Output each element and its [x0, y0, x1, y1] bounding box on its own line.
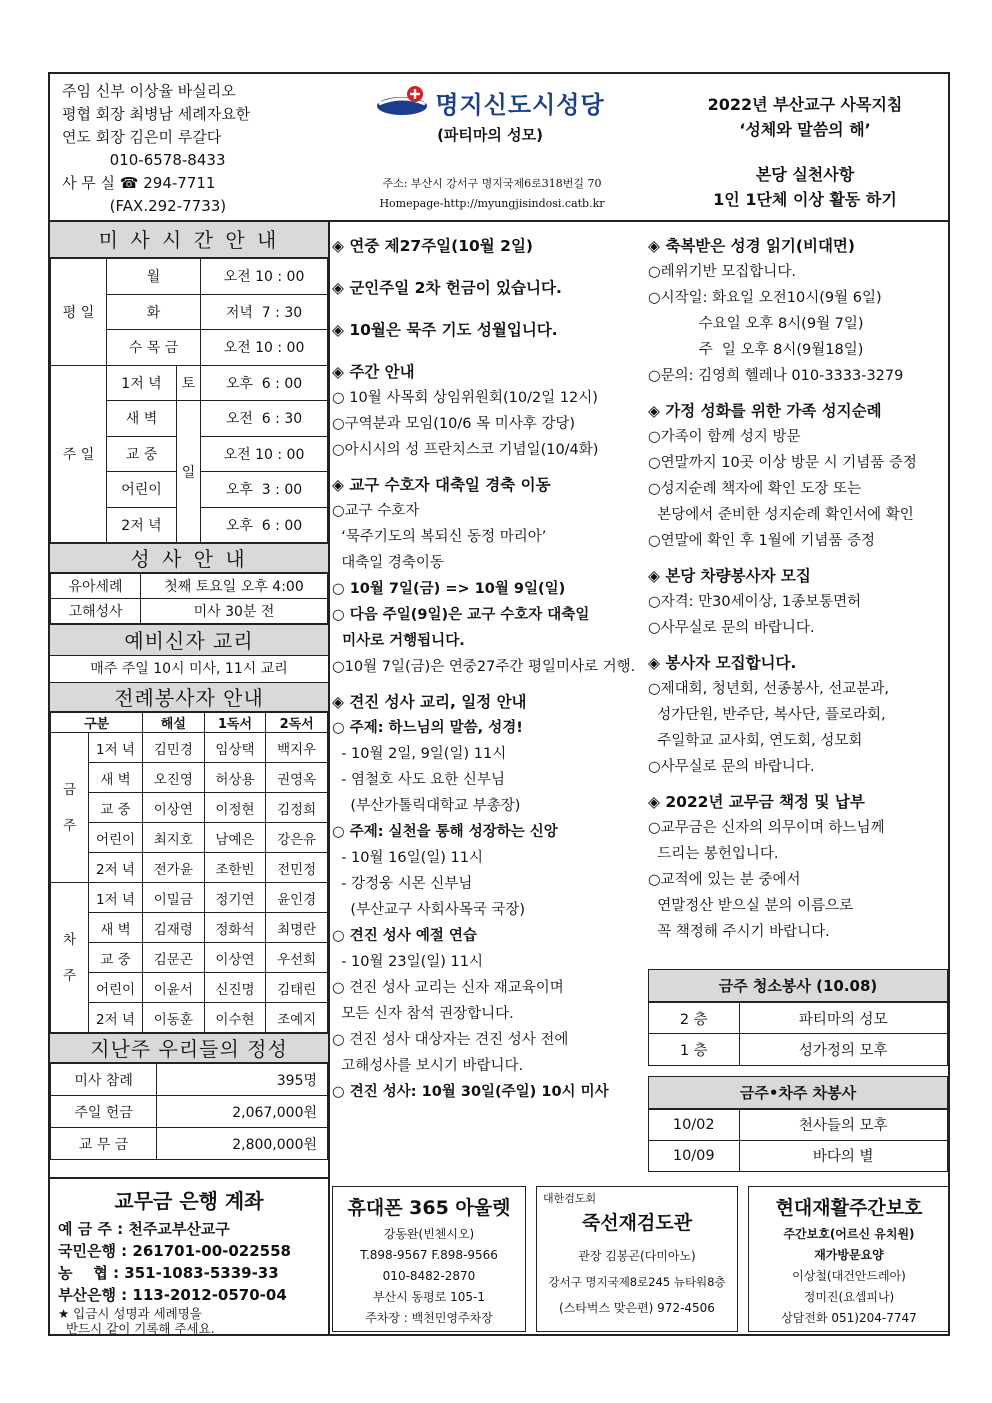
offering-value: 395명 [157, 1064, 328, 1096]
servers-table [50, 712, 328, 1033]
mass-slot: 2저 녁 [107, 507, 177, 543]
mass-time: 저녁 7 : 30 [201, 294, 328, 330]
spacer [648, 554, 948, 564]
notice-heading: ◈ 10월은 묵주 기도 성월입니다. [332, 321, 558, 339]
server-slot: 2저 녁 [89, 853, 143, 883]
notice-line: 드리는 봉헌입니다. [648, 846, 779, 862]
clergy-line: 연도 회장 김은미 루갈다 [62, 128, 222, 146]
mass-slot: 교 중 [107, 436, 177, 472]
service-date: 10/02 [649, 1109, 739, 1140]
server-name: 최지호 [143, 823, 205, 853]
motto-line: ‘성체와 말씀의 해’ [739, 120, 871, 139]
notice-line: ‘묵주기도의 복되신 동정 마리아’ [332, 529, 547, 545]
this-week-label: 금 주 [51, 733, 89, 883]
mass-day: 수 목 금 [107, 330, 201, 366]
server-name: 강은유 [266, 823, 328, 853]
mass-time: 오전 6 : 30 [201, 401, 328, 437]
notice-line: ○교적에 있는 분 중에서 [648, 872, 801, 888]
server-name: 이상연 [143, 793, 205, 823]
pastoral-motto [660, 92, 950, 212]
car-service-table [649, 1109, 947, 1172]
notice-line: ○문의: 김영희 헬레나 010-3333-3279 [648, 368, 904, 384]
bank-account-box [50, 1177, 328, 1336]
notice-line: 꼭 책정해 주시기 바랍니다. [648, 924, 830, 940]
server-name: 김재령 [143, 913, 205, 943]
bank-row: 농 협 : 351-1083-5339-33 [58, 1264, 279, 1282]
spacer [648, 780, 948, 790]
server-name: 전가윤 [143, 853, 205, 883]
notice-line: ○교구 수호자 [332, 503, 420, 519]
saturday-label: 토 [177, 365, 201, 401]
server-slot: 교 중 [89, 943, 143, 973]
servers-head: 구분 [51, 713, 143, 733]
spacer [332, 1105, 632, 1115]
notice-line: 주 일 오후 8시(9월18일) [648, 342, 864, 358]
server-name: 김민경 [143, 733, 205, 763]
notice-line: ○ 주제: 하느님의 말씀, 성경! [332, 720, 523, 736]
sacrament-title: 성 사 안 내 [50, 543, 328, 573]
ad-line: 정미진(요셉피나) [803, 1290, 895, 1304]
offering-value: 2,800,000원 [157, 1128, 328, 1160]
spacer [332, 680, 632, 690]
ad-line: 주차장 : 백천민영주차장 [365, 1311, 493, 1325]
server-slot: 어린이 [89, 823, 143, 853]
notice-line: ○연말에 확인 후 1월에 기념품 증정 [648, 533, 876, 549]
servers-head: 1독서 [204, 713, 266, 733]
notice-line: - 10월 23일(일) 11시 [332, 954, 483, 970]
ad-title: 현대재활주간보호 [775, 1197, 923, 1219]
middle-column [332, 234, 636, 1115]
mass-time: 오후 6 : 00 [201, 365, 328, 401]
server-name: 조예지 [266, 1003, 328, 1033]
server-name: 이수현 [204, 1003, 266, 1033]
server-slot: 새 벽 [89, 763, 143, 793]
server-name: 윤인경 [266, 883, 328, 913]
offering-label: 미사 참례 [51, 1064, 157, 1096]
notice-line: ○제대회, 청년회, 선종봉사, 선교분과, [648, 681, 890, 697]
server-name: 김태린 [266, 973, 328, 1003]
motto-line: 2022년 부산교구 사목지침 [707, 95, 903, 114]
bank-title: 교무금 은행 계좌 [114, 1189, 264, 1213]
offering-table [50, 1063, 328, 1160]
cleaning-group: 성가정의 모후 [739, 1034, 947, 1065]
bank-row: 국민은행 : 261701-00-022558 [58, 1242, 291, 1260]
notice-line: ○가족이 함께 성지 방문 [648, 429, 801, 445]
mass-slot: 1저 녁 [107, 365, 177, 401]
notice-heading: ◈ 군인주일 2차 헌금이 있습니다. [332, 279, 562, 297]
sacrament-time: 미사 30분 전 [141, 599, 328, 624]
clergy-line: 평협 회장 최병남 세례자요한 [62, 105, 251, 123]
notice-line: ○ 10월 사목회 상임위원회(10/2일 12시) [332, 390, 598, 406]
server-name: 최명란 [266, 913, 328, 943]
notice-line: 연말정산 받으실 분의 이름으로 [648, 898, 854, 914]
sacrament-table [50, 573, 328, 624]
divider [328, 222, 330, 1336]
service-group: 바다의 별 [739, 1140, 947, 1171]
sacrament-time: 첫째 토요일 오후 4:00 [141, 574, 328, 599]
mass-day: 월 [107, 259, 201, 295]
ad-title: 죽선재검도관 [581, 1212, 693, 1234]
mass-times-table [50, 258, 328, 543]
notice-line: 고해성사를 보시기 바랍니다. [332, 1058, 524, 1074]
notice-line: ○ 10월 7일(금) => 10월 9일(일) [332, 581, 566, 597]
next-week-label: 차 주 [51, 883, 89, 1033]
bank-note: 반드시 같이 기록해 주세요. [58, 1321, 215, 1336]
notice-line: 주일학교 교사회, 연도회, 성모회 [648, 733, 863, 749]
bank-note: ★ 입금시 성명과 세례명을 [58, 1306, 202, 1321]
mass-times-title: 미 사 시 간 안 내 [50, 222, 328, 258]
car-service-box [648, 1076, 948, 1173]
motto-line: 본당 실천사항 [755, 165, 855, 184]
server-name: 이밀금 [143, 883, 205, 913]
server-name: 이동훈 [143, 1003, 205, 1033]
notice-line: (부산가톨릭대학교 부총장) [332, 798, 521, 814]
ad-line: 부산시 동평로 105-1 [372, 1290, 486, 1304]
sunday-label: 주 일 [51, 365, 107, 543]
notice-line: ○ 견진 성사 교리는 신자 재교육이며 [332, 980, 564, 996]
server-slot: 1저 녁 [89, 883, 143, 913]
header [50, 74, 948, 222]
spacer [648, 641, 948, 651]
notice-line: - 10월 16일(일) 11시 [332, 850, 483, 866]
servers-head: 2독서 [266, 713, 328, 733]
server-name: 이상연 [204, 943, 266, 973]
notice-heading: ◈ 봉사자 모집합니다. [648, 654, 797, 672]
clergy-line: (FAX.292-7733) [62, 197, 227, 215]
notice-heading: ◈ 견진 성사 교리, 일정 안내 [332, 693, 527, 711]
server-name: 남예은 [204, 823, 266, 853]
spacer [332, 463, 632, 473]
server-slot: 2저 녁 [89, 1003, 143, 1033]
notice-line: ○ 견진 성사: 10월 30일(주일) 10시 미사 [332, 1084, 609, 1100]
notice-line: ○구역분과 모임(10/6 목 미사후 강당) [332, 416, 576, 432]
mass-day: 화 [107, 294, 201, 330]
ads-area [332, 1186, 950, 1332]
server-name: 이정현 [204, 793, 266, 823]
notice-line: ○성지순례 책자에 확인 도장 또는 [648, 481, 862, 497]
offering-value: 2,067,000원 [157, 1096, 328, 1128]
motto-line: 1인 1단체 이상 활동 하기 [713, 190, 897, 209]
cleaning-box [648, 969, 948, 1066]
clergy-list [62, 80, 250, 218]
spacer [648, 389, 948, 399]
server-name: 정기연 [204, 883, 266, 913]
server-name: 권영옥 [266, 763, 328, 793]
notice-line: ○사무실로 문의 바랍니다. [648, 620, 815, 636]
server-name: 김정희 [266, 793, 328, 823]
church-emblem-icon [375, 84, 429, 120]
notice-heading: ◈ 교구 수호자 대축일 경축 이동 [332, 476, 551, 494]
right-column [648, 234, 948, 1172]
sacrament-name: 고해성사 [51, 599, 141, 624]
mass-time: 오후 3 : 00 [201, 472, 328, 508]
church-logo [340, 84, 640, 145]
notice-heading: ◈ 연중 제27주일(10월 2일) [332, 237, 534, 255]
server-name: 백지우 [266, 733, 328, 763]
bulletin-frame [48, 72, 950, 1336]
left-column [50, 222, 328, 1160]
notice-line: ○ 견진 성사 대상자는 견진 성사 전에 [332, 1032, 569, 1048]
ad-line: 주간보호(어르신 유치원) [783, 1227, 915, 1241]
notice-heading: ◈ 2022년 교무금 책정 및 납부 [648, 793, 865, 811]
notice-line: - 10월 2일, 9일(일) 11시 [332, 746, 507, 762]
sunday-day-label: 일 [177, 401, 201, 543]
notice-line: 본당에서 준비한 성지순례 확인서에 확인 [648, 507, 914, 523]
server-name: 이윤서 [143, 973, 205, 1003]
server-name: 김문곤 [143, 943, 205, 973]
ad-line: (스타벅스 맞은편) 972-4506 [559, 1301, 715, 1315]
server-name: 정화석 [204, 913, 266, 943]
notice-heading: ◈ 주간 안내 [332, 363, 415, 381]
ad-line: 재가방문요양 [814, 1248, 884, 1262]
notice-line: ○레위기반 모집합니다. [648, 264, 796, 280]
server-name: 조한빈 [204, 853, 266, 883]
cleaning-group: 파티마의 성모 [739, 1003, 947, 1034]
notice-line: ○ 견진 성사 예절 연습 [332, 928, 477, 944]
notice-line: ○자격: 만30세이상, 1종보통면허 [648, 594, 862, 610]
notice-line: 미사로 거행됩니다. [332, 633, 465, 649]
ad-line: 강서구 명지국제8로245 뉴타워8층 [548, 1275, 726, 1289]
notice-heading: ◈ 본당 차량봉사자 모집 [648, 567, 811, 585]
notice-line: 성가단원, 반주단, 복사단, 플로라회, [648, 707, 886, 723]
notice-line: 모든 신자 참석 권장합니다. [332, 1006, 514, 1022]
notice-line: ○사무실로 문의 바랍니다. [648, 759, 815, 775]
catechumen-text: 매주 주일 10시 미사, 11시 교리 [90, 661, 288, 677]
offering-title: 지난주 우리들의 정성 [50, 1033, 328, 1063]
notice-heading: ◈ 축복받은 성경 읽기(비대면) [648, 237, 855, 255]
sacrament-name: 유아세례 [51, 574, 141, 599]
notice-line: ○아시시의 성 프란치스코 기념일(10/4화) [332, 442, 599, 458]
notice-heading: ◈ 가정 성화를 위한 가족 성지순례 [648, 402, 882, 420]
ad-title: 휴대폰 365 아울렛 [347, 1197, 511, 1219]
notice-line: ○10월 7일(금)은 연중27주간 평일미사로 거행. [332, 659, 636, 675]
server-name: 전민정 [266, 853, 328, 883]
mass-time: 오전 10 : 00 [201, 259, 328, 295]
clergy-line: 010-6578-8433 [62, 151, 226, 169]
homepage-link[interactable]: Homepage-http://myungjisindosi.catb.kr [379, 197, 605, 210]
servers-head: 해설 [143, 713, 205, 733]
mass-time: 오전 10 : 00 [201, 330, 328, 366]
weekday-label: 평 일 [51, 259, 107, 366]
clergy-line: 주임 신부 이상율 바실리오 [62, 82, 236, 100]
notice-line: ○ 주제: 실천을 통해 성장하는 신앙 [332, 824, 558, 840]
notice-line: 대축일 경축이동 [332, 555, 444, 571]
ad-line: 이상철(대건안드레아) [792, 1269, 906, 1283]
cleaning-table [649, 1002, 947, 1065]
floor: 2 층 [649, 1003, 739, 1034]
mass-slot: 새 벽 [107, 401, 177, 437]
notice-line: - 염철호 사도 요한 신부님 [332, 772, 505, 788]
server-slot: 어린이 [89, 973, 143, 1003]
server-name: 오진영 [143, 763, 205, 793]
ad-line: T.898-9567 F.898-9566 [360, 1248, 498, 1262]
notice-line: ○교무금은 신자의 의무이며 하느님께 [648, 820, 885, 836]
address-line: 주소: 부산시 강서구 명지국제6로318번길 70 [382, 177, 602, 190]
church-address [332, 174, 652, 214]
server-slot: 1저 녁 [89, 733, 143, 763]
ad-subtitle: 대한검도회 [543, 1192, 597, 1205]
notice-line: ○ 다음 주일(9일)은 교구 수호자 대축일 [332, 607, 590, 623]
server-slot: 새 벽 [89, 913, 143, 943]
mass-time: 오전 10 : 00 [201, 436, 328, 472]
notice-line: 수요일 오후 8시(9월 7일) [648, 316, 864, 332]
mass-slot: 어린이 [107, 472, 177, 508]
floor: 1 층 [649, 1034, 739, 1065]
mass-time: 오후 6 : 00 [201, 507, 328, 543]
server-name: 임상택 [204, 733, 266, 763]
notice-line: ○연말까지 10곳 이상 방문 시 기념품 증정 [648, 455, 917, 471]
cleaning-title: 금주 청소봉사 (10.08) [649, 970, 947, 1002]
bank-row: 예 금 주 : 천주교부산교구 [58, 1220, 230, 1238]
ad-phone-outlet [332, 1186, 526, 1332]
ad-line: 강동완(빈첸시오) [383, 1227, 475, 1241]
ad-rehab [748, 1186, 950, 1332]
clergy-line: 사 무 실 ☎ 294-7711 [62, 174, 216, 192]
ad-line: 010-8482-2870 [382, 1269, 476, 1283]
ad-kendo [536, 1186, 738, 1332]
motto-line [660, 142, 950, 162]
car-service-title: 금주•차주 차봉사 [649, 1077, 947, 1109]
offering-label: 주일 헌금 [51, 1096, 157, 1128]
server-name: 신진명 [204, 973, 266, 1003]
servers-title: 전례봉사자 안내 [50, 682, 328, 712]
service-group: 천사들의 모후 [739, 1109, 947, 1140]
bank-row: 부산은행 : 113-2012-0570-04 [58, 1286, 287, 1304]
ad-line: 관장 김봉곤(다미아노) [578, 1249, 696, 1263]
server-name: 우선희 [266, 943, 328, 973]
server-slot: 교 중 [89, 793, 143, 823]
spacer [648, 945, 948, 955]
catechumen-title: 예비신자 교리 [50, 624, 328, 656]
notice-line: (부산교구 사회사목국 국장) [332, 902, 526, 918]
server-name: 허상용 [204, 763, 266, 793]
ad-line: 상담전화 051)204-7747 [781, 1311, 917, 1325]
service-date: 10/09 [649, 1140, 739, 1171]
notice-line: - 강정웅 시몬 신부님 [332, 876, 473, 892]
church-patron: (파티마의 성모) [437, 126, 543, 144]
offering-label: 교 무 금 [51, 1128, 157, 1160]
notice-line: ○시작일: 화요일 오전10시(9월 6일) [648, 290, 882, 306]
church-name: 명지신도시성당 [435, 90, 605, 119]
